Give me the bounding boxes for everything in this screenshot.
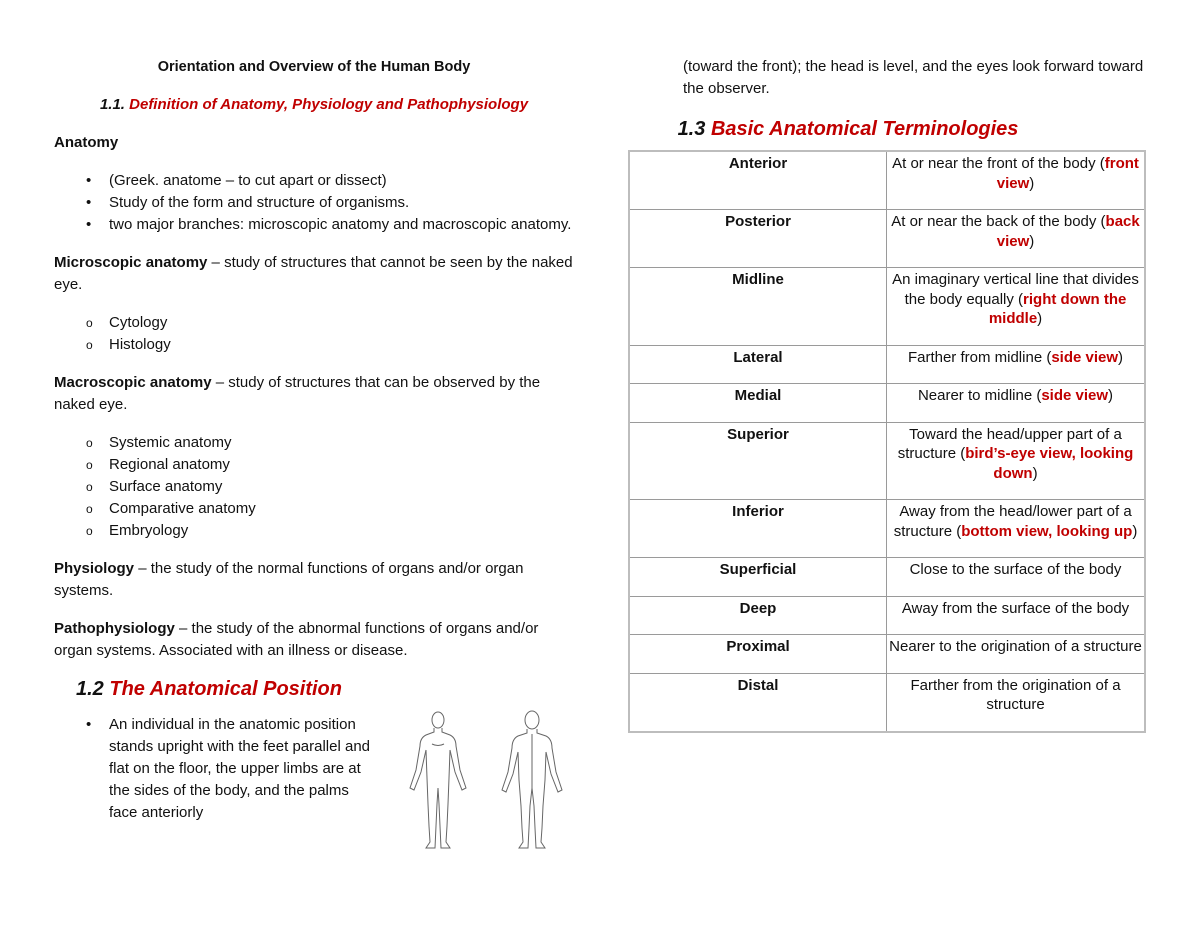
view-highlight: side view xyxy=(1051,348,1119,366)
list-item: o Embryology xyxy=(54,520,574,542)
table-row xyxy=(629,210,1145,268)
table-row xyxy=(629,151,1145,210)
definition-cell: Farther from midline (side view) xyxy=(887,345,1146,384)
macroscopic-definition: Macroscopic anatomy – study of structures that can be observed by the naked eye. xyxy=(54,374,541,413)
list-item: o Systemic anatomy xyxy=(54,432,574,454)
view-highlight: back view xyxy=(996,213,1140,250)
bullet-icon: • xyxy=(86,172,92,189)
table-row xyxy=(629,345,1145,384)
right-column xyxy=(628,56,1148,733)
section-1-3-heading xyxy=(628,118,1148,140)
macroscopic-list xyxy=(54,432,574,542)
list-item: o Surface anatomy xyxy=(54,476,574,498)
definition-cell: Farther from the origination of a structure xyxy=(887,673,1146,732)
anatomy-heading: Anatomy xyxy=(54,134,119,151)
circle-bullet-icon: o xyxy=(86,458,93,472)
term-cell: Superior xyxy=(629,422,887,500)
term-cell: Lateral xyxy=(629,345,887,384)
definition-cell: Nearer to midline (side view) xyxy=(887,384,1146,423)
section-1-2-number: 1.2 xyxy=(76,678,104,700)
term-cell: Deep xyxy=(629,596,887,635)
anatomical-position-figure xyxy=(396,708,568,854)
term-cell: Midline xyxy=(629,268,887,346)
table-row xyxy=(629,596,1145,635)
list-item: • An individual in the anatomic position stands upright with the feet parallel and flat on the floor, the upper limbs are at the sides of the body, and the palms face anteriorly xyxy=(86,716,370,821)
list-item: o Comparative anatomy xyxy=(54,498,574,520)
section-1-1-heading xyxy=(54,94,574,116)
view-highlight: bottom view, looking up xyxy=(961,522,1133,540)
definition-cell: Nearer to the origination of a structure xyxy=(887,635,1146,674)
bullet-icon: • xyxy=(86,716,92,733)
table-row xyxy=(629,422,1145,500)
view-highlight: front view xyxy=(996,155,1139,192)
section-1-1-title: Definition of Anatomy, Physiology and Pathophysiology xyxy=(129,96,529,113)
list-item: o Regional anatomy xyxy=(54,454,574,476)
definition-cell: At or near the front of the body (front view) xyxy=(887,151,1146,210)
list-item: o Histology xyxy=(54,334,574,356)
circle-bullet-icon: o xyxy=(86,436,93,450)
definition-cell: Away from the head/lower part of a structure (bottom view, looking up) xyxy=(887,500,1146,558)
section-1-3-title: Basic Anatomical Terminologies xyxy=(710,118,1019,140)
definition-cell: An imaginary vertical line that divides the body equally (right down the middle) xyxy=(887,268,1146,346)
physiology-definition: Physiology – the study of the normal functions of organs and/or organ systems. xyxy=(54,560,524,599)
table-row xyxy=(629,384,1145,423)
circle-bullet-icon: o xyxy=(86,316,93,330)
terminology-table xyxy=(628,150,1146,733)
view-highlight: side view xyxy=(1041,387,1109,404)
list-item: • (Greek. anatome – to cut apart or dissect) xyxy=(54,170,574,192)
table-row xyxy=(629,558,1145,597)
anatomy-bullet-list xyxy=(54,170,574,236)
microscopic-definition: Microscopic anatomy – study of structures that cannot be seen by the naked eye. xyxy=(54,254,573,293)
term-cell: Anterior xyxy=(629,151,887,210)
definition-cell: At or near the back of the body (back view) xyxy=(887,210,1146,268)
definition-cell: Close to the surface of the body xyxy=(887,558,1146,597)
left-column xyxy=(54,56,574,824)
term-cell: Medial xyxy=(629,384,887,423)
term-cell: Inferior xyxy=(629,500,887,558)
view-highlight: bird’s-eye view, looking down xyxy=(965,445,1134,482)
definition-cell: Away from the surface of the body xyxy=(887,596,1146,635)
definition-cell: Toward the head/upper part of a structure (bird’s-eye view, looking down) xyxy=(887,422,1146,500)
section-1-3-number: 1.3 xyxy=(677,118,706,140)
term-cell: Distal xyxy=(629,673,887,732)
table-row xyxy=(629,268,1145,346)
list-item: o Cytology xyxy=(54,312,574,334)
term-cell: Posterior xyxy=(629,210,887,268)
section-1-2-title: The Anatomical Position xyxy=(109,678,342,700)
list-item: • Study of the form and structure of organisms. xyxy=(54,192,574,214)
document-title: Orientation and Overview of the Human Body xyxy=(157,59,471,75)
circle-bullet-icon: o xyxy=(86,338,93,352)
table-row xyxy=(629,500,1145,558)
section-1-2-heading xyxy=(76,678,574,700)
circle-bullet-icon: o xyxy=(86,524,93,538)
bullet-icon: • xyxy=(86,216,92,233)
term-cell: Proximal xyxy=(629,635,887,674)
anatomical-position-continued: (toward the front); the head is level, and the eyes look forward toward the observer. xyxy=(683,58,1144,97)
circle-bullet-icon: o xyxy=(86,502,93,516)
bullet-icon: • xyxy=(86,194,92,211)
circle-bullet-icon: o xyxy=(86,480,93,494)
view-highlight: right down the middle xyxy=(988,290,1127,327)
microscopic-list xyxy=(54,312,574,356)
list-item: • two major branches: microscopic anatomy and macroscopic anatomy. xyxy=(54,214,574,236)
table-row xyxy=(629,673,1145,732)
table-row xyxy=(629,635,1145,674)
anatomical-position-illustration xyxy=(396,708,568,854)
section-1-1-number: 1.1. xyxy=(99,96,125,113)
pathophysiology-definition: Pathophysiology – the study of the abnormal functions of organs and/or organ systems. Associated with an illness or disease. xyxy=(54,620,539,659)
term-cell: Superficial xyxy=(629,558,887,597)
